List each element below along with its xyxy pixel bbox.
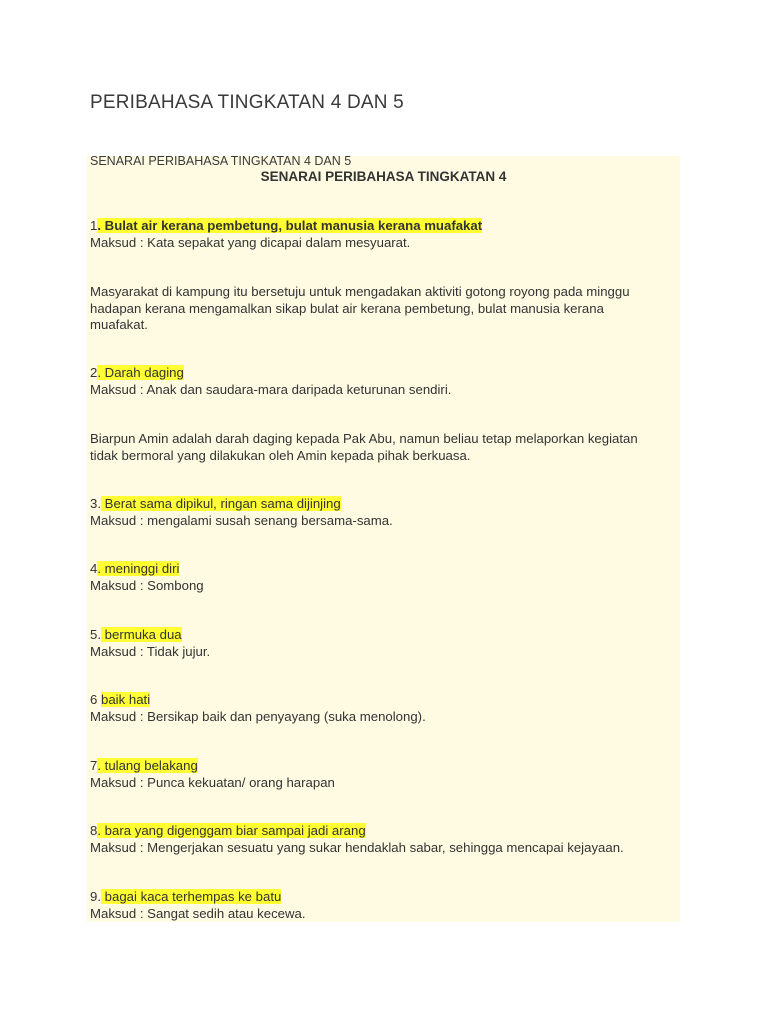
entry-maksud: Maksud : Tidak jujur. — [90, 643, 211, 659]
section-heading: SENARAI PERIBAHASA TINGKATAN 4 — [260, 169, 507, 184]
entry-maksud: Maksud : Bersikap baik dan penyayang (suka menolong). — [90, 708, 426, 724]
page-title: PERIBAHASA TINGKATAN 4 DAN 5 — [90, 92, 404, 113]
list-item — [90, 561, 204, 594]
document-subtitle: SENARAI PERIBAHASA TINGKATAN 4 DAN 5 — [90, 154, 352, 168]
phrase-highlight: . Bulat air kerana pembetung, bulat manusia kerana muafakat — [97, 218, 483, 233]
phrase-highlight: baik hati — [101, 692, 151, 707]
entry-number: 8 — [90, 823, 98, 838]
entry-number: 7 — [90, 758, 98, 773]
entry-number: 2 — [90, 365, 98, 380]
entry-number: 1 — [90, 218, 98, 233]
list-item — [90, 758, 335, 791]
entry-maksud: Maksud : Sombong — [90, 577, 204, 593]
entry-maksud: Maksud : Mengerjakan sesuatu yang sukar hendaklah sabar, sehingga mencapai kejayaan. — [90, 839, 624, 855]
list-item — [90, 823, 624, 856]
entry-maksud: Maksud : Sangat sedih atau kecewa. — [90, 905, 306, 921]
entry-number: 5. — [90, 627, 101, 642]
list-item — [90, 218, 482, 251]
entry-maksud: Maksud : Punca kekuatan/ orang harapan — [90, 774, 335, 790]
entry-number: 3. — [90, 496, 101, 511]
phrase-highlight: bagai kaca terhempas ke batu — [101, 889, 282, 904]
example-paragraph: Masyarakat di kampung itu bersetuju untuk mengadakan aktiviti gotong royong pada minggu hadapan kerana mengamalkan sikap bulat air kerana pembetung, bulat manusia kerana muafakat. — [90, 284, 630, 332]
phrase-highlight: Berat sama dipikul, ringan sama dijinjing — [101, 496, 341, 511]
list-item — [90, 365, 451, 398]
list-item — [90, 692, 426, 725]
entry-number: 9. — [90, 889, 101, 904]
content-panel — [87, 156, 680, 922]
phrase-highlight: bermuka dua — [101, 627, 182, 642]
entry-number: 4 — [90, 561, 98, 576]
phrase-highlight: . tulang belakang — [97, 758, 198, 773]
entry-maksud: Maksud : mengalami susah senang bersama-sama. — [90, 512, 393, 528]
phrase-highlight: . Darah daging — [97, 365, 184, 380]
entry-number: 6 — [90, 692, 101, 707]
example-paragraph: Biarpun Amin adalah darah daging kepada Pak Abu, namun beliau tetap melaporkan kegiatan tidak bermoral yang dilakukan oleh Amin kepada pihak berkuasa. — [90, 431, 638, 463]
phrase-highlight: . meninggi diri — [97, 561, 180, 576]
entry-maksud: Maksud : Kata sepakat yang dicapai dalam mesyuarat. — [90, 234, 411, 250]
phrase-highlight: . bara yang digenggam biar sampai jadi arang — [97, 823, 366, 838]
list-item — [90, 627, 210, 660]
entry-maksud: Maksud : Anak dan saudara-mara daripada keturunan sendiri. — [90, 381, 452, 397]
list-item — [90, 496, 393, 529]
list-item — [90, 889, 306, 922]
